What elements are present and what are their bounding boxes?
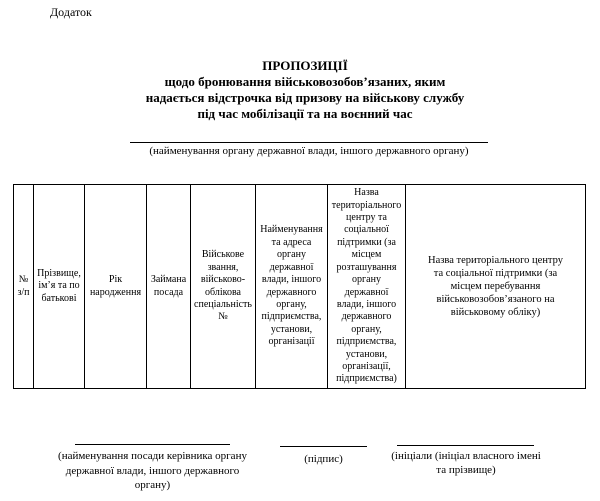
- signature-position-blank-line: [75, 444, 230, 445]
- signature-position-caption-line-2: державної влади, іншого державного: [65, 464, 240, 477]
- header-cell-tc-location: Назва територіального центру та соціальної підтримки (за місцем розташування органу державної влади, іншого державного органу, підприємства, установи, організації, підприємства): [328, 185, 406, 389]
- header-cell-military-rank: Військове звання, військово-облікова спеціальність №: [191, 185, 256, 389]
- signature-name-blank-line: [397, 445, 534, 446]
- header-cell-org-address: Найменування та адреса органу державної влади, іншого державного органу, підприємства, установи, організації: [256, 185, 328, 389]
- signature-position-caption-line-3: органу): [134, 479, 171, 491]
- table-header-row: [14, 185, 586, 389]
- document-title: [10, 58, 600, 122]
- header-cell-birth-year: Рік народження: [85, 185, 147, 389]
- title-line-1: ПРОПОЗИЦІЇ: [262, 58, 348, 73]
- header-cell-tc-registration: Назва територіального центру та соціальної підтримки (за місцем перебування військовозобов’язаного на військовому обліку): [406, 185, 586, 389]
- title-line-3: надається відстрочка від призову на військову службу: [145, 90, 465, 105]
- org-name-caption: (найменування органу державної влади, іншого державного органу): [149, 145, 469, 157]
- appendix-label: Додаток: [50, 5, 92, 19]
- signature-name-caption-line-1: (ініціали (ініціал власного імені: [391, 450, 541, 462]
- signature-position-caption: [40, 449, 265, 493]
- header-cell-number: № з/п: [14, 185, 34, 389]
- signature-sign-blank-line: [280, 446, 367, 447]
- signature-position-caption-line-1: (найменування посади керівника органу: [58, 450, 247, 462]
- org-name-blank-line: [130, 142, 488, 143]
- proposals-table: [13, 184, 586, 389]
- signature-name-caption-line-2: та прізвище): [436, 464, 496, 476]
- title-line-4: під час мобілізації та на воєнний час: [197, 106, 413, 121]
- header-cell-full-name: Прізвище, ім’я та по батькові: [34, 185, 85, 389]
- signature-name-caption: [373, 449, 559, 477]
- title-line-2: щодо бронювання військовозобов’язаних, яким: [164, 74, 446, 89]
- header-cell-position: Займана посада: [147, 185, 191, 389]
- signature-sign-caption: (підпис): [304, 453, 343, 465]
